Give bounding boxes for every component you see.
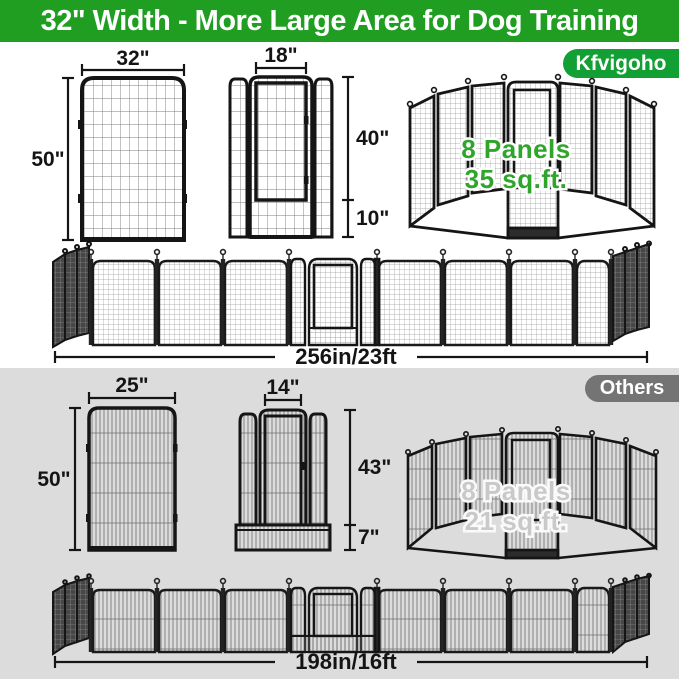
brand-fence-figure	[35, 242, 670, 370]
header-title: 32" Width - More Large Area for Dog Training	[40, 4, 639, 37]
others-door-bottom-label: 7"	[358, 526, 380, 549]
others-door-panel-illustration	[236, 410, 330, 550]
brand-fence-length-dimension	[55, 344, 647, 369]
brand-pen-area-label: 35 sq.ft.	[464, 164, 568, 194]
others-pen-area-label: 21 sq.ft.	[464, 506, 568, 536]
others-fence-figure	[35, 574, 670, 679]
others-panel-width-label: 25"	[115, 374, 149, 397]
brand-single-panel-width-dimension	[82, 47, 184, 76]
brand-door-width-dimension	[256, 44, 306, 74]
brand-badge: Kfvigoho	[563, 49, 679, 78]
others-panel-height-label: 50"	[37, 468, 71, 491]
brand-single-panel-height-dimension	[31, 78, 74, 240]
brand-fence-door	[291, 250, 379, 345]
others-badge: Others	[585, 375, 679, 402]
others-fence-left-end-panels	[53, 574, 91, 654]
brand-door-height-label: 40"	[356, 127, 390, 150]
others-single-panel-height-dimension	[37, 408, 81, 550]
others-pen-panels-label: 8 Panels	[461, 476, 571, 506]
brand-fence-right-end-panels	[613, 242, 651, 342]
header-banner	[0, 0, 679, 42]
brand-fence-length-label: 256in/23ft	[295, 344, 397, 369]
others-single-panel-figure	[30, 372, 195, 572]
brand-panel-height-label: 50"	[31, 148, 65, 171]
others-pen-figure	[398, 408, 670, 570]
others-door-height-dimension	[344, 410, 391, 550]
brand-fence-left-end-panels	[53, 242, 91, 347]
others-door-panel-figure	[222, 372, 392, 572]
brand-panel-width-label: 32"	[116, 47, 150, 70]
others-fence-right-end-panels	[613, 574, 651, 652]
brand-door-height-dimension	[342, 77, 389, 237]
brand-single-panel-figure	[30, 46, 195, 248]
brand-door-width-label: 18"	[264, 44, 298, 67]
brand-pen-panels-label: 8 Panels	[461, 134, 571, 164]
brand-door-bottom-label: 10"	[356, 207, 390, 230]
brand-door-panel-illustration	[230, 77, 332, 237]
others-door-height-label: 43"	[358, 456, 392, 479]
others-fence-length-label: 198in/16ft	[295, 649, 397, 674]
brand-single-panel-illustration	[78, 78, 187, 240]
brand-door-panel-figure	[222, 46, 392, 248]
others-door-width-dimension	[265, 376, 301, 406]
brand-pen-figure	[400, 58, 664, 246]
others-single-panel-width-dimension	[89, 374, 175, 404]
others-door-width-label: 14"	[266, 376, 300, 399]
others-fence-door	[291, 579, 379, 652]
others-single-panel-illustration	[86, 408, 178, 550]
